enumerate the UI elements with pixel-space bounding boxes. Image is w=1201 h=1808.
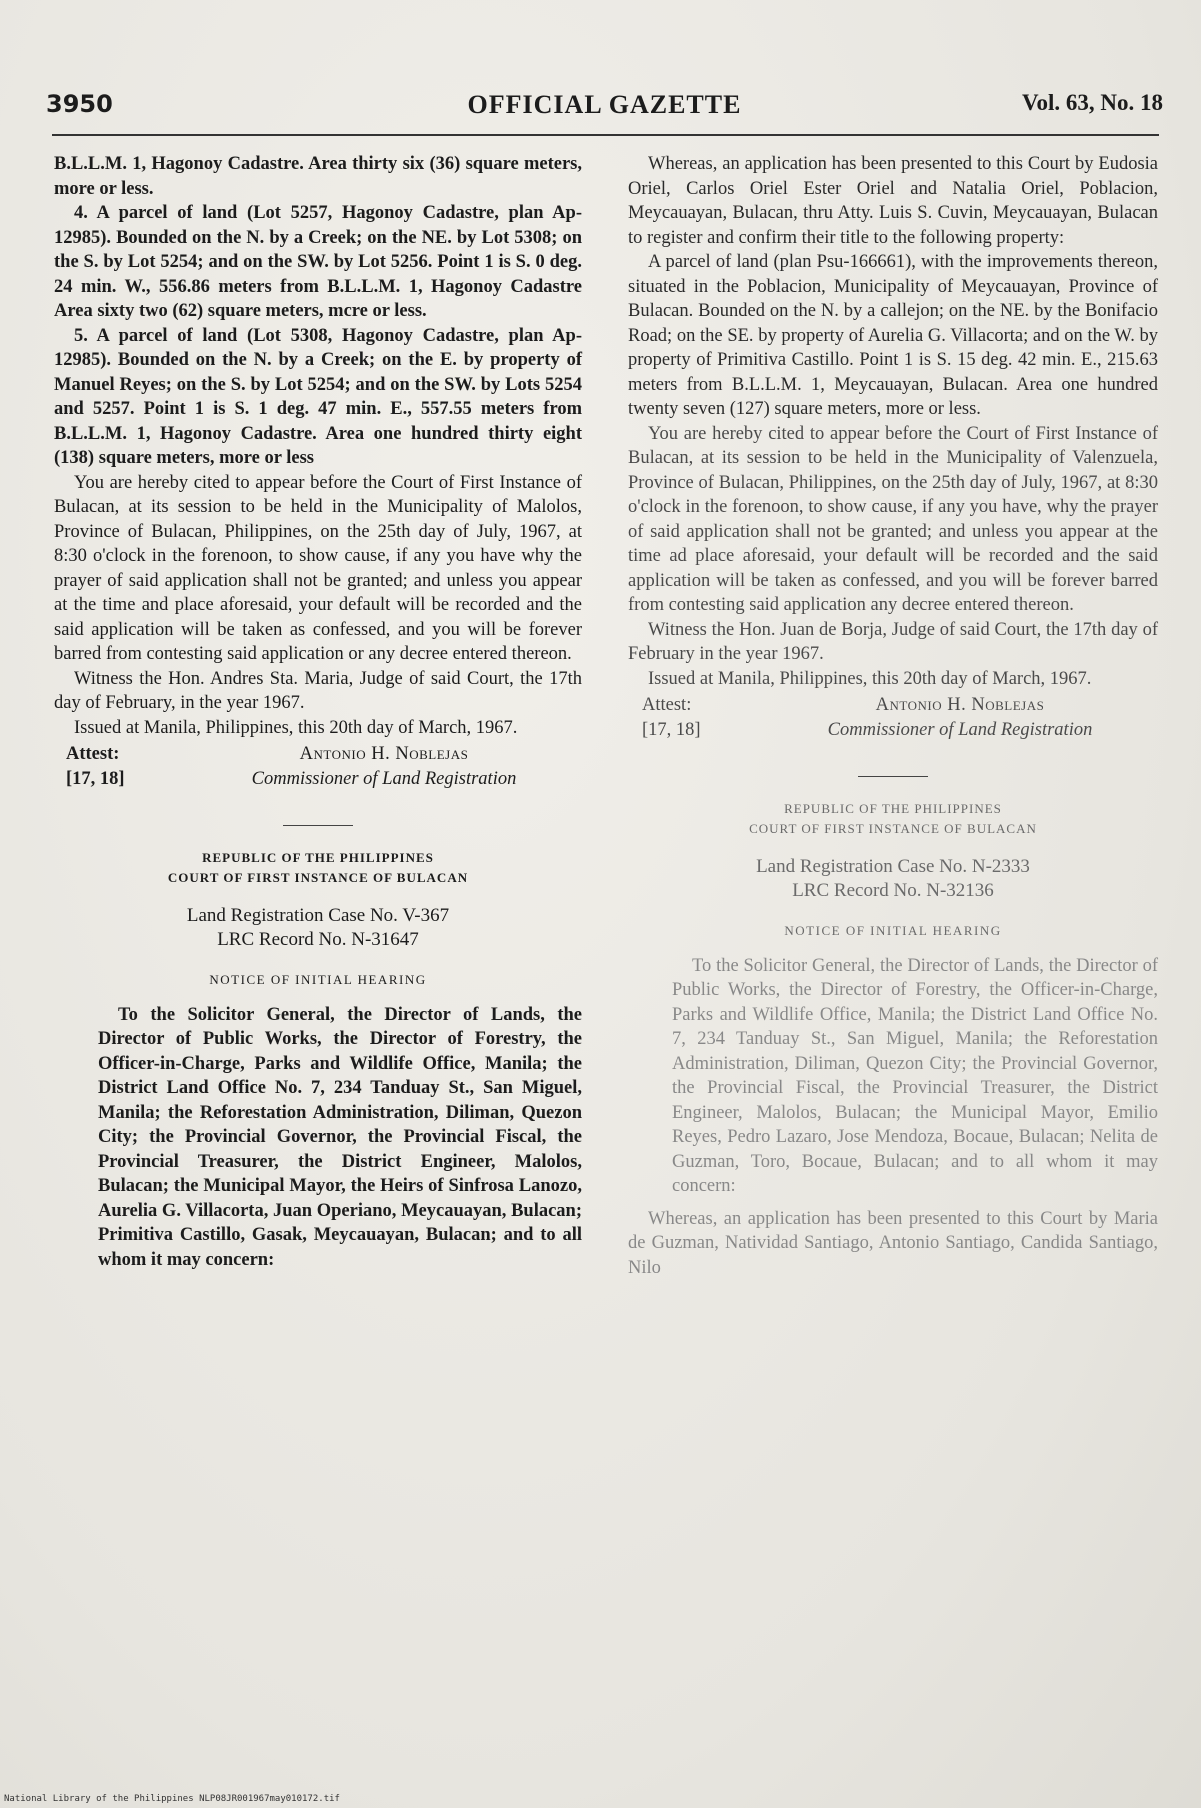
issued-paragraph: Issued at Manila, Philippines, this 20th day of March, 1967. xyxy=(648,668,1092,689)
court-caption: COURT OF FIRST INSTANCE OF BULACAN xyxy=(749,821,1037,836)
parcel-paragraph: A parcel of land (plan Psu-166661), with the improvements thereon, situated in the Poblacion, Municipality of Meycauayan, Province of Bulacan. Bounded on the N. by a callejon; on the NE. by the Bonifacio Road; on the SE. by property of Aurelia G. Villacorta; and on the W. by property of Primitiva Castillo. Point 1 is S. 15 deg. 42 min. E., 215.63 meters from B.L.L.M. 1, Meycauayan, Bulacan. Area one hundred twenty seven (127) square meters, more or less. xyxy=(628,252,1158,419)
issued-paragraph: Issued at Manila, Philippines, this 20th day of March, 1967. xyxy=(74,717,518,738)
attest-label: Attest: xyxy=(66,744,120,764)
lrc-record-number: LRC Record No. N-31647 xyxy=(217,929,419,950)
gazette-title: OFFICIAL GAZETTE xyxy=(467,90,742,119)
witness-paragraph: Witness the Hon. Andres Sta. Maria, Judge of said Court, the 17th day of February, in the year 1967. xyxy=(54,668,582,713)
notice-heading: NOTICE OF INITIAL HEARING xyxy=(209,972,427,987)
volume-number: Vol. 63, No. 18 xyxy=(1022,90,1163,115)
republic-caption: REPUBLIC OF THE PHILIPPINES xyxy=(202,850,434,865)
left-column xyxy=(54,152,582,1272)
citation-paragraph: You are hereby cited to appear before the Court of First Instance of Bulacan, at its session to be held in the Municipality of Valenzuela, Province of Bulacan, Philippines, on the 25th day of July, 1967, at 8:30 o'clock in the forenoon, to show cause, if any you have, why the prayer of said application shall not be granted; and unless you appear at the time ad place aforesaid, your default will be recorded and the said application will be taken as confessed, and you will be forever barred from contesting said application any decree entered thereon. xyxy=(628,423,1158,615)
addressees-paragraph: To the Solicitor General, the Director of Lands, the Director of Public Works, the Director of Forestry, the Officer-in-Charge, Parks and Wildlife Office, Manila; the District Land Office No. 7, 234 Tanduay St., San Miguel, Manila; the Reforestation Administration, Diliman, Quezon City; the Provincial Governor, the Provincial Fiscal, the Provincial Treasurer, the District Engineer, Malolos, Bulacan; the Municipal Mayor, the Heirs of Sinfrosa Lanozo, Aurelia G. Villacorta, Juan Operiano, Meycauayan, Bulacan; Primitiva Castillo, Gasak, Meycauayan, Bulacan; and to all whom it may concern: xyxy=(98,1004,582,1270)
case-number: Land Registration Case No. N-2333 xyxy=(756,856,1030,877)
attest-label: Attest: xyxy=(642,695,692,715)
lot-5257-paragraph: 4. A parcel of land (Lot 5257, Hagonoy Cadastre, plan Ap-12985). Bounded on the N. by a Creek; on the NE. by Lot 5308; on the S. by Lot 5254; and on the SW. by Lot 5256. Point 1 is S. 0 deg. 24 min. W., 556.86 meters from B.L.L.M. 1, Hagonoy Cadastre Area sixty two (62) square meters, mcre or less. xyxy=(54,203,582,321)
lot-description-end: B.L.L.M. 1, Hagonoy Cadastre. Area thirty six (36) square meters, more or less. xyxy=(54,154,582,199)
lot-5308-paragraph: 5. A parcel of land (Lot 5308, Hagonoy Cadastre, plan Ap-12985). Bounded on the N. by a Creek; on the E. by property of Manuel Reyes; on the S. by Lot 5254; and on the SW. by Lots 5254 and 5257. Point 1 is S. 1 deg. 47 min. E., 557.55 meters from B.L.L.M. 1, Hagonoy Cadastre. Area one hundred thirty eight (138) square meters, more or less xyxy=(54,325,582,468)
attest-block xyxy=(628,693,1158,742)
right-column xyxy=(628,152,1158,1280)
republic-caption: REPUBLIC OF THE PHILIPPINES xyxy=(784,801,1002,816)
notice-heading: NOTICE OF INITIAL HEARING xyxy=(784,923,1002,938)
page-header xyxy=(46,90,1163,124)
citation-paragraph: You are hereby cited to appear before the Court of First Instance of Bulacan, at its session to be held in the Municipality of Malolos, Province of Bulacan, Philippines, on the 25th day of July, 1967, at 8:30 o'clock in the forenoon, to show cause, if any you have why the prayer of said application shall not be granted; and unless you appear at the time and place aforesaid, your default will be recorded and the said application will be taken as confessed, and you will be forever barred from contesting said application or any decree entered thereon. xyxy=(54,472,582,664)
attest-title: Commissioner of Land Registration xyxy=(251,768,517,789)
page-number: 3950 xyxy=(46,90,113,118)
attest-title: Commissioner of Land Registration xyxy=(827,719,1093,740)
witness-paragraph: Witness the Hon. Juan de Borja, Judge of said Court, the 17th day of February in the year 1967. xyxy=(628,619,1158,664)
attest-ref: [17, 18] xyxy=(66,768,125,789)
attest-name: Antonio H. Noblejas xyxy=(875,695,1045,715)
attest-name: Antonio H. Noblejas xyxy=(299,744,469,764)
scan-footer: National Library of the Philippines NLP08JR001967may010172.tif xyxy=(4,1794,340,1804)
lrc-record-number: LRC Record No. N-32136 xyxy=(792,880,994,901)
attest-ref: [17, 18] xyxy=(642,719,701,740)
addressees-paragraph: To the Solicitor General, the Director of Lands, the Director of Public Works, the Director of Forestry, the Officer-in-Charge, Parks and Wildlife Office, Manila; the District Land Office No. 7, 234 Tanduay St., San Miguel, Manila; the Reforestation Administration, Diliman, Quezon City; the Provincial Governor, the Provincial Fiscal, the Provincial Treasurer, the District Engineer, Malolos, Bulacan; the Municipal Mayor, Emilio Reyes, Pedro Lazaro, Jose Mendoza, Bocaue, Bulacan; Nelita de Guzman, Toro, Bocaue, Bulacan; and to all whom it may concern: xyxy=(672,955,1158,1196)
section-divider xyxy=(283,825,353,826)
whereas-paragraph: Whereas, an application has been presented to this Court by Eudosia Oriel, Carlos Oriel Ester Oriel and Natalia Oriel, Poblacion, Meycauayan, Bulacan, thru Atty. Luis S. Cuvin, Meycauayan, Bulacan to register and confirm their title to the following property: xyxy=(628,154,1158,248)
header-rule xyxy=(52,134,1159,136)
section-divider xyxy=(858,776,928,777)
whereas-paragraph-2: Whereas, an application has been presented to this Court by Maria de Guzman, Natividad Santiago, Antonio Santiago, Candida Santiago, Nilo xyxy=(628,1208,1158,1278)
case-number: Land Registration Case No. V-367 xyxy=(186,905,450,926)
court-caption: COURT OF FIRST INSTANCE OF BULACAN xyxy=(167,870,469,885)
attest-block xyxy=(54,742,582,791)
